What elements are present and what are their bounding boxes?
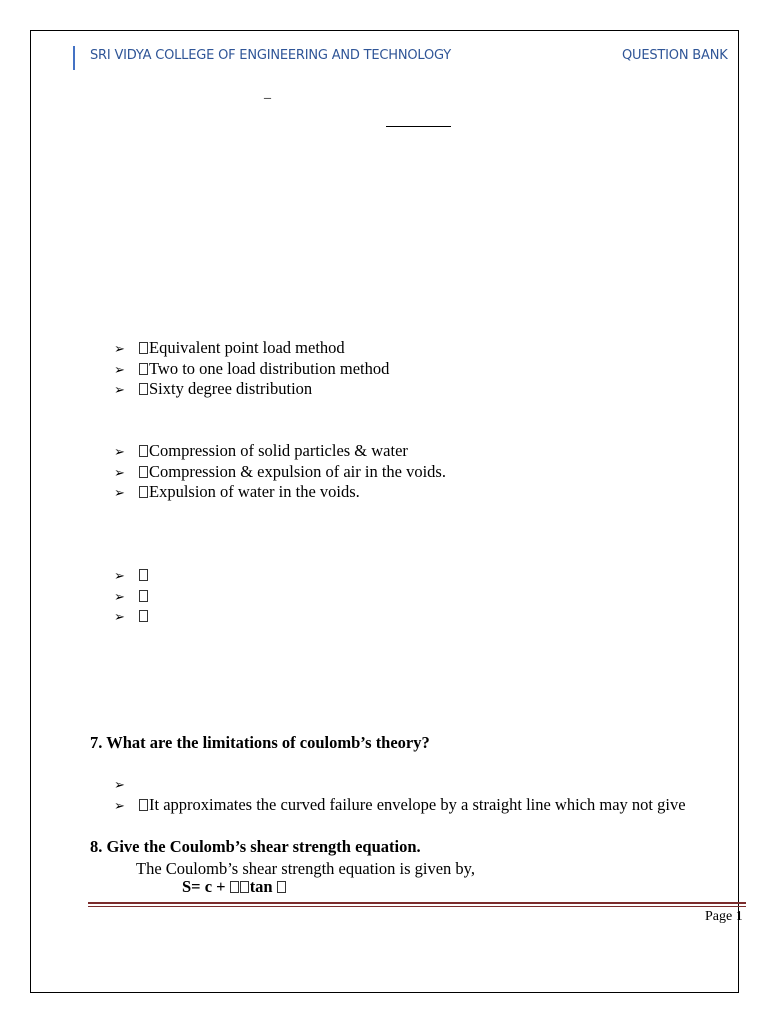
list-item-text: Compression & expulsion of air in the voids. <box>149 461 446 481</box>
arrowhead-bullet-icon: ➢ <box>114 362 125 378</box>
list-item-text: Equivalent point load method <box>149 338 345 357</box>
header-accent-bar <box>73 46 75 70</box>
list-item <box>114 795 686 816</box>
footer-rule-thick <box>88 902 746 904</box>
list-item <box>114 441 446 462</box>
title-underline <box>386 126 451 127</box>
answer-8-text: The Coulomb’s shear strength equation is given by, <box>136 859 475 878</box>
missing-glyph-box-icon <box>277 881 286 893</box>
missing-glyph-box-icon <box>230 881 239 893</box>
list-item <box>114 359 389 380</box>
missing-glyph-box-icon <box>139 590 148 602</box>
list-item <box>114 482 446 503</box>
compression-components-list <box>114 441 446 503</box>
list-item-text: Sixty degree distribution <box>149 379 313 398</box>
header-doc-type: QUESTION BANK <box>622 48 728 63</box>
missing-glyph-box-icon <box>139 445 148 457</box>
list-item <box>114 606 149 627</box>
missing-glyph-box-icon <box>139 342 148 354</box>
header-college-name: SRI VIDYA COLLEGE OF ENGINEERING AND TECHNOLOGY <box>90 48 452 63</box>
missing-glyph-box-icon <box>139 610 148 622</box>
missing-glyph-box-icon <box>139 383 148 395</box>
list-item <box>114 338 389 359</box>
missing-glyph-box-icon <box>139 363 148 375</box>
missing-glyph-box-icon <box>139 486 148 498</box>
arrowhead-bullet-icon: ➢ <box>114 445 125 460</box>
coulomb-limitations-list <box>114 774 686 815</box>
list-item-text: Compression of solid particles & water <box>149 441 408 460</box>
arrowhead-bullet-icon: ➢ <box>114 465 125 481</box>
missing-glyph-box-icon <box>139 569 148 581</box>
list-item <box>114 379 389 400</box>
list-item <box>114 462 446 483</box>
missing-glyph-box-icon <box>139 799 148 811</box>
shear-strength-equation <box>182 877 287 897</box>
equation-tan: tan <box>249 877 277 896</box>
question-8-heading: 8. Give the Coulomb’s shear strength equation. <box>90 837 421 856</box>
list-item <box>114 565 149 586</box>
missing-glyph-box-icon <box>139 466 148 478</box>
list-item <box>114 586 149 607</box>
arrowhead-bullet-icon: ➢ <box>114 383 125 398</box>
footer-rule-thin <box>88 906 746 907</box>
list-item-text: It approximates the curved failure envelope by a straight line which may not give <box>149 794 686 814</box>
arrowhead-bullet-icon: ➢ <box>114 798 125 814</box>
list-item-text: Expulsion of water in the voids. <box>149 482 360 501</box>
question-7-heading: 7. What are the limitations of coulomb’s theory? <box>90 733 430 752</box>
equation-start: S= c + <box>182 877 230 896</box>
arrowhead-bullet-icon: ➢ <box>114 589 125 605</box>
load-distribution-methods-list <box>114 338 389 400</box>
arrowhead-bullet-icon: ➢ <box>114 778 125 793</box>
arrowhead-bullet-icon: ➢ <box>114 610 125 625</box>
stray-dash: _ <box>264 86 271 101</box>
empty-bullet-list <box>114 565 149 627</box>
list-item <box>114 774 686 795</box>
missing-glyph-box-icon <box>240 881 249 893</box>
arrowhead-bullet-icon: ➢ <box>114 342 125 357</box>
arrowhead-bullet-icon: ➢ <box>114 569 125 584</box>
arrowhead-bullet-icon: ➢ <box>114 486 125 501</box>
list-item-text: Two to one load distribution method <box>149 358 390 378</box>
page-number: Page 1 <box>705 909 743 924</box>
